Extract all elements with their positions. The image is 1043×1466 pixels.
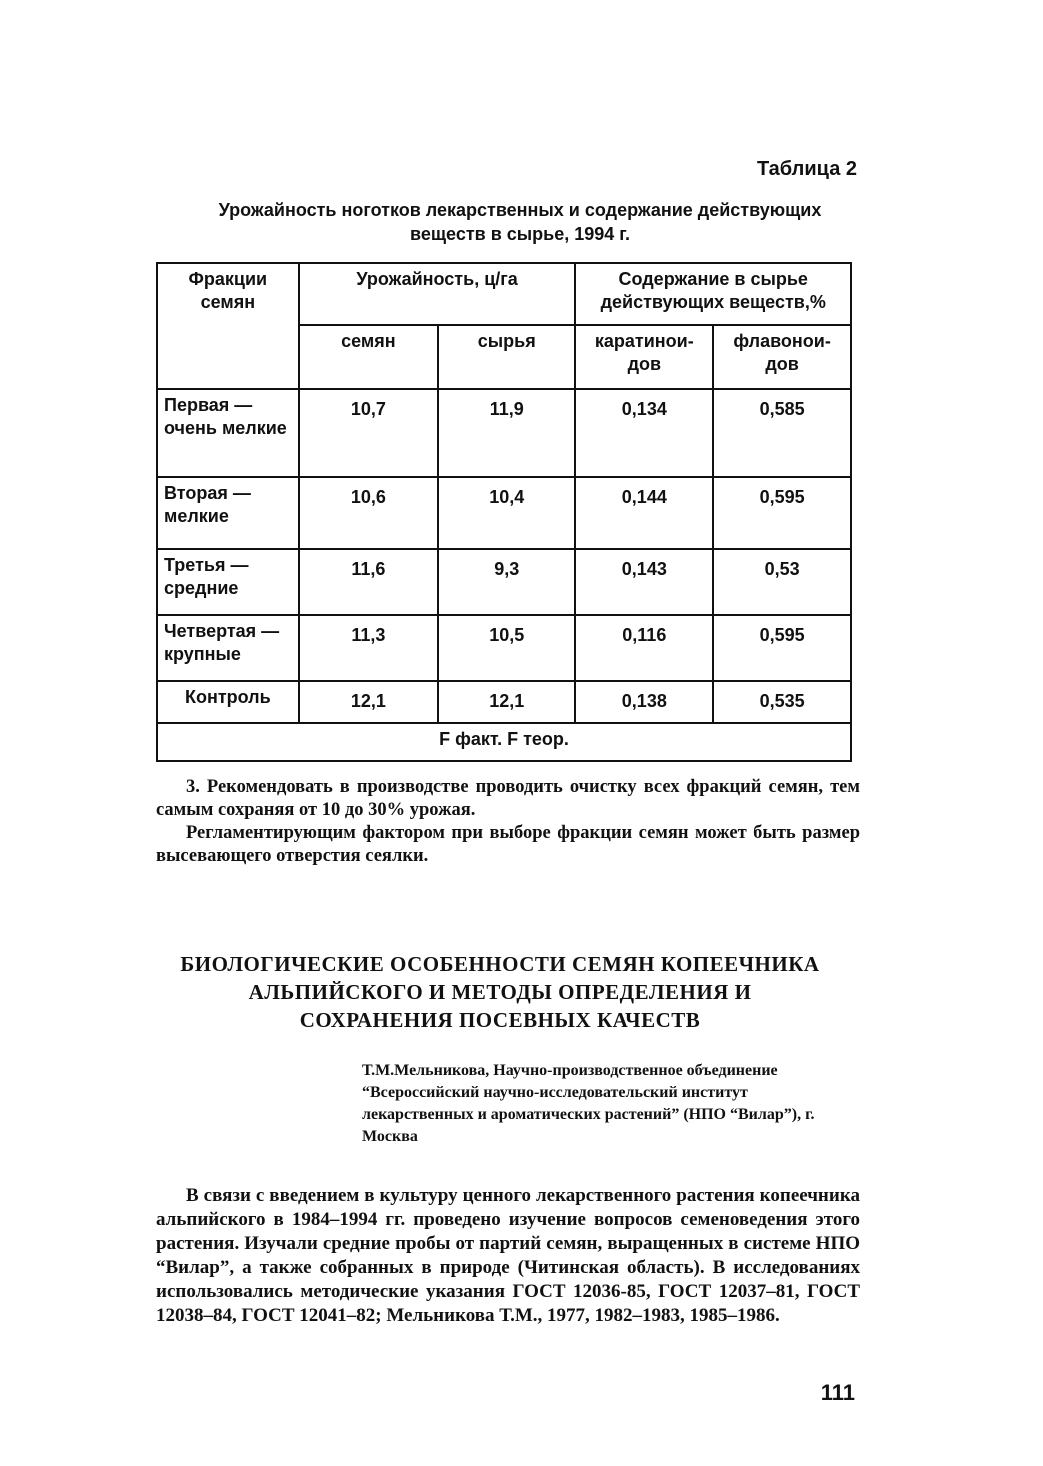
cell-carotenoids: 0,138 — [575, 681, 713, 723]
cell-flavonoids: 0,595 — [713, 615, 851, 681]
article-title-line-2: АЛЬПИЙСКОГО И МЕТОДЫ ОПРЕДЕЛЕНИЯ И — [248, 980, 752, 1004]
table-row — [157, 477, 851, 549]
cell-flavonoids: 0,595 — [713, 477, 851, 549]
cell-seeds: 10,6 — [299, 477, 438, 549]
page-number: 111 — [820, 1380, 855, 1405]
article-title — [140, 950, 860, 1034]
cell-seeds: 10,7 — [299, 389, 438, 477]
cell-seeds: 12,1 — [299, 681, 438, 723]
cell-flavonoids: 0,585 — [713, 389, 851, 477]
yield-table — [156, 262, 852, 762]
header-content: Содержание в сырье действующих веществ,% — [575, 263, 851, 325]
header-flavonoids: флавонои-дов — [713, 325, 851, 389]
cell-fraction: Третья — средние — [157, 549, 299, 615]
cell-carotenoids: 0,116 — [575, 615, 713, 681]
cell-carotenoids: 0,134 — [575, 389, 713, 477]
paragraph: В связи с введением в культуру ценного лекарственного растения копеечника альпийского в 1984–1994 гг. проведено изучение вопросов семеноведения этого растения. Изучали средние пробы от партий семян, выращенных в системе НПО “Вилар”, а также собранных в природе (Читинская область). В исследованиях использовались методические указания ГОСТ 12036-85, ГОСТ 12037–81, ГОСТ 12038–84, ГОСТ 12041–82; Мельникова Т.М., 1977, 1982–1983, 1985–1986. — [156, 1185, 860, 1326]
cell-carotenoids: 0,143 — [575, 549, 713, 615]
article-title-line-1: БИОЛОГИЧЕСКИЕ ОСОБЕННОСТИ СЕМЯН КОПЕЕЧНИКА — [180, 952, 820, 976]
intro-text — [156, 1184, 860, 1328]
author-affiliation: Т.М.Мельникова, Научно-производственное объединение “Всероссийский научно-исследовательский институт лекарственных и ароматических растений” (НПО “Вилар”), г. Москва — [362, 1062, 815, 1145]
header-yield: Урожайность, ц/га — [299, 263, 576, 325]
header-raw: сырья — [438, 325, 575, 389]
article-title-line-3: СОХРАНЕНИЯ ПОСЕВНЫХ КАЧЕСТВ — [299, 1008, 701, 1032]
table-caption-line-2: веществ в сырье, 1994 г. — [410, 224, 630, 244]
cell-fraction: Первая — очень мелкие — [157, 389, 299, 477]
cell-fraction: Контроль — [157, 681, 299, 723]
table-caption — [160, 198, 880, 246]
header-seeds: семян — [299, 325, 438, 389]
cell-seeds: 11,3 — [299, 615, 438, 681]
cell-flavonoids: 0,535 — [713, 681, 851, 723]
cell-raw: 10,5 — [438, 615, 575, 681]
cell-carotenoids: 0,144 — [575, 477, 713, 549]
table-row — [157, 615, 851, 681]
paragraph: Регламентирующим фактором при выборе фракции семян может быть размер высевающего отверстия сеялки. — [156, 823, 860, 866]
cell-raw: 11,9 — [438, 389, 575, 477]
header-carotenoids: каратинои-дов — [575, 325, 713, 389]
table-caption-line-1: Урожайность ноготков лекарственных и содержание действующих — [218, 200, 822, 220]
table-row — [157, 389, 851, 477]
cell-raw: 10,4 — [438, 477, 575, 549]
cell-raw: 12,1 — [438, 681, 575, 723]
cell-raw: 9,3 — [438, 549, 575, 615]
table-row — [157, 549, 851, 615]
paragraph: 3. Рекомендовать в производстве проводить очистку всех фракций семян, тем самым сохраняя от 10 до 30% урожая. — [156, 777, 860, 820]
cell-flavonoids: 0,53 — [713, 549, 851, 615]
cell-fraction: Четвертая — крупные — [157, 615, 299, 681]
header-fractions: Фракции семян — [157, 263, 299, 389]
cell-fraction: Вторая — мелкие — [157, 477, 299, 549]
cell-seeds: 11,6 — [299, 549, 438, 615]
table-row — [157, 681, 851, 723]
table-label: Таблица 2 — [756, 158, 857, 180]
table-footer-ftest: F факт. F теор. — [157, 723, 851, 761]
conclusion-text — [156, 776, 860, 868]
